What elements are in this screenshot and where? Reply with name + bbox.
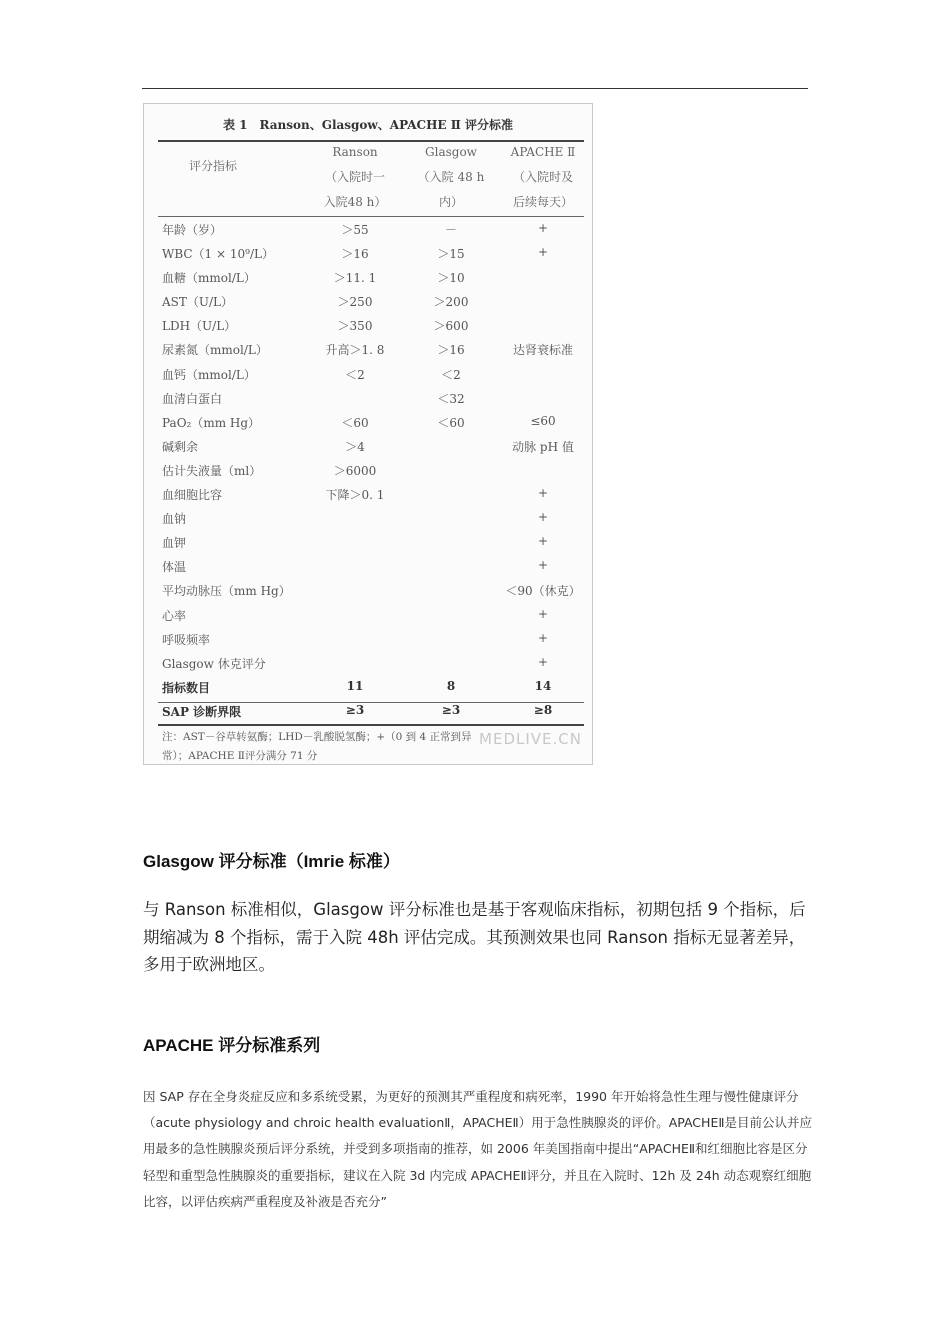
- table-row: [158, 506, 584, 530]
- table-cell-glasgow: ＜60: [437, 415, 465, 430]
- table-cell-label: SAP 诊断界限: [162, 704, 242, 719]
- table-cell-ranson: ≥3: [345, 702, 365, 717]
- column-header-line: 后续每天）: [512, 195, 573, 209]
- table-row: [158, 554, 584, 578]
- table-row: [158, 410, 584, 434]
- table-note-line: 注：AST－谷草转氨酶；LHD－乳酸脱氢酶；+（0 到 4 正常到异: [162, 731, 472, 743]
- table-cell-apache: ≥8: [533, 702, 553, 717]
- table-cell-ranson: 下降＞0. 1: [325, 488, 385, 503]
- table-row: [158, 603, 584, 627]
- table-cell-glasgow: 8: [446, 678, 456, 693]
- table-row: [158, 530, 584, 554]
- table-cell-apache: ≤60: [530, 413, 556, 428]
- table-cell-apache: +: [537, 221, 549, 235]
- watermark: MEDLIVE.CN: [479, 730, 582, 748]
- table-cell-label: 血清白蛋白: [162, 391, 223, 406]
- table-row: [158, 675, 584, 699]
- table-cell-glasgow: ＜32: [437, 391, 465, 406]
- table-cell-glasgow: ＜2: [441, 367, 461, 382]
- table-cell-apache: 动脉 pH 值: [512, 439, 574, 454]
- table-cell-apache: ＜90（休克）: [505, 584, 581, 599]
- table-row: [158, 362, 584, 386]
- table-note-line: 常）；APACHE Ⅱ评分满分 71 分: [162, 750, 318, 762]
- table-cell-label: Glasgow 休克评分: [162, 656, 266, 671]
- table-row: [158, 482, 584, 506]
- glasgow-paragraph: 与 Ranson 标准相似，Glasgow 评分标准也是基于客观临床指标，初期包括 9 个指标，后期缩减为 8 个指标，需于入院 48h 评估完成。其预测效果也同 Ranson 指标无显著差异，多用于欧洲地区。: [143, 900, 806, 974]
- table-cell-ranson: ＞4: [345, 439, 365, 454]
- table-cell-label: 年龄（岁）: [162, 223, 223, 237]
- table-body: [158, 217, 584, 723]
- table-cell-ranson: 11: [346, 678, 364, 693]
- table-cell-label: 平均动脉压（mm Hg）: [162, 584, 291, 599]
- table-cell-apache: +: [537, 245, 549, 260]
- table-cell-apache: +: [537, 534, 549, 549]
- table-cell-label: 心率: [162, 608, 187, 623]
- table-cell-label: 估计失液量（ml）: [162, 463, 262, 478]
- table-cell-ranson: ＞6000: [333, 463, 377, 478]
- table-cell-ranson: 升高＞1. 8: [325, 343, 385, 358]
- table-cell-label: 碱剩余: [162, 439, 199, 454]
- table-cell-label: 血糖（mmol/L）: [162, 271, 256, 286]
- table-cell-glasgow: ≥3: [441, 702, 461, 717]
- column-header-line: Ranson: [332, 145, 378, 159]
- column-header-ranson: [310, 140, 400, 215]
- column-header-glasgow: [406, 140, 496, 215]
- table-cell-label: LDH（U/L）: [162, 319, 237, 334]
- column-header-line: 内）: [438, 195, 463, 209]
- column-header-line: （入院时一: [324, 170, 385, 184]
- table-title: 表 1 Ranson、Glasgow、APACHE Ⅱ 评分标准: [222, 118, 514, 132]
- header-rule: [142, 88, 808, 89]
- table-row: [158, 386, 584, 410]
- table-cell-glasgow: ＞16: [437, 343, 465, 358]
- table-row: [158, 627, 584, 651]
- table-cell-ranson: ＜2: [345, 367, 365, 382]
- table-row: [158, 578, 584, 602]
- table-cell-apache: +: [537, 630, 549, 645]
- apache-paragraph: 因 SAP 存在全身炎症反应和多系统受累，为更好的预测其严重程度和病死率，1990 年开始将急性生理与慢性健康评分（acute physiology and chroic health evaluationⅡ，APACHEⅡ）用于急性胰腺炎的评价。APACHEⅡ是目前公认并应用最多的急性胰腺炎预后评分系统，并受到多项指南的推荐，如 2006 年美国指南中提出“APACHEⅡ和红细胞比容是区分轻型和重型急性胰腺炎的重要指标，建议在入院 3d 内完成 APACHEⅡ评分，并且在入院时、12h 及 24h 动态观察红细胞比容，以评估疾病严重程度及补液是否充分”: [143, 1089, 812, 1209]
- column-header-line: 入院48 h）: [323, 195, 387, 209]
- table-cell-ranson: ＜60: [341, 415, 369, 430]
- table-cell-label: 呼吸频率: [162, 632, 211, 647]
- column-header-line: （入院时及: [512, 170, 573, 184]
- table-cell-label: AST（U/L）: [162, 295, 234, 310]
- table-cell-apache: 14: [534, 678, 552, 693]
- table-cell-ranson: ＞11. 1: [333, 271, 377, 286]
- table-cell-label: 血钠: [162, 512, 187, 527]
- table-cell-glasgow: －: [444, 223, 457, 237]
- table-cell-apache: +: [537, 510, 549, 525]
- table-cell-label: WBC（1 × 10⁹/L）: [162, 247, 274, 262]
- table-row: [158, 289, 584, 313]
- apache-heading: APACHE 评分标准系列: [143, 1036, 321, 1055]
- table-cell-ranson: ＞350: [337, 319, 373, 334]
- glasgow-heading: Glasgow 评分标准（Imrie 标准）: [143, 852, 400, 871]
- table-cell-glasgow: ＞200: [433, 295, 469, 310]
- summary-rule: [158, 702, 584, 703]
- column-header-line: Glasgow: [425, 145, 477, 159]
- column-header-line: APACHE Ⅱ: [510, 145, 576, 159]
- table-cell-apache: +: [537, 606, 549, 621]
- column-header-apache: [498, 140, 588, 215]
- table-cell-glasgow: ＞15: [437, 247, 465, 262]
- table-cell-glasgow: ＞600: [433, 319, 469, 334]
- table-cell-label: 血细胞比容: [162, 488, 223, 503]
- column-header-line: （入院 48 h: [417, 170, 485, 184]
- table-row: [158, 337, 584, 361]
- table-cell-ranson: ＞16: [341, 247, 369, 262]
- table-row: [158, 241, 584, 265]
- table-row: [158, 651, 584, 675]
- table-cell-label: PaO₂（mm Hg）: [162, 415, 261, 430]
- table-bottom-rule: [158, 724, 584, 726]
- table-cell-apache: +: [537, 486, 549, 501]
- table-cell-ranson: ＞55: [341, 223, 369, 237]
- index-header: 评分指标: [188, 159, 237, 173]
- table-cell-apache: +: [537, 654, 549, 669]
- table-row: [158, 265, 584, 289]
- table-row: [158, 458, 584, 482]
- scoring-table-image: [143, 103, 593, 765]
- table-cell-label: 尿素氮（mmol/L）: [162, 343, 268, 358]
- table-cell-label: 体温: [162, 560, 187, 575]
- table-row: [158, 434, 584, 458]
- table-cell-label: 指标数目: [162, 680, 211, 695]
- table-cell-apache: +: [537, 558, 549, 573]
- table-cell-ranson: ＞250: [337, 295, 373, 310]
- table-cell-glasgow: ＞10: [437, 271, 465, 286]
- table-row: [158, 313, 584, 337]
- table-cell-apache: 达肾衰标准: [512, 343, 573, 358]
- table-cell-label: 血钙（mmol/L）: [162, 367, 256, 382]
- table-row: [158, 217, 584, 241]
- table-cell-label: 血钾: [162, 536, 187, 551]
